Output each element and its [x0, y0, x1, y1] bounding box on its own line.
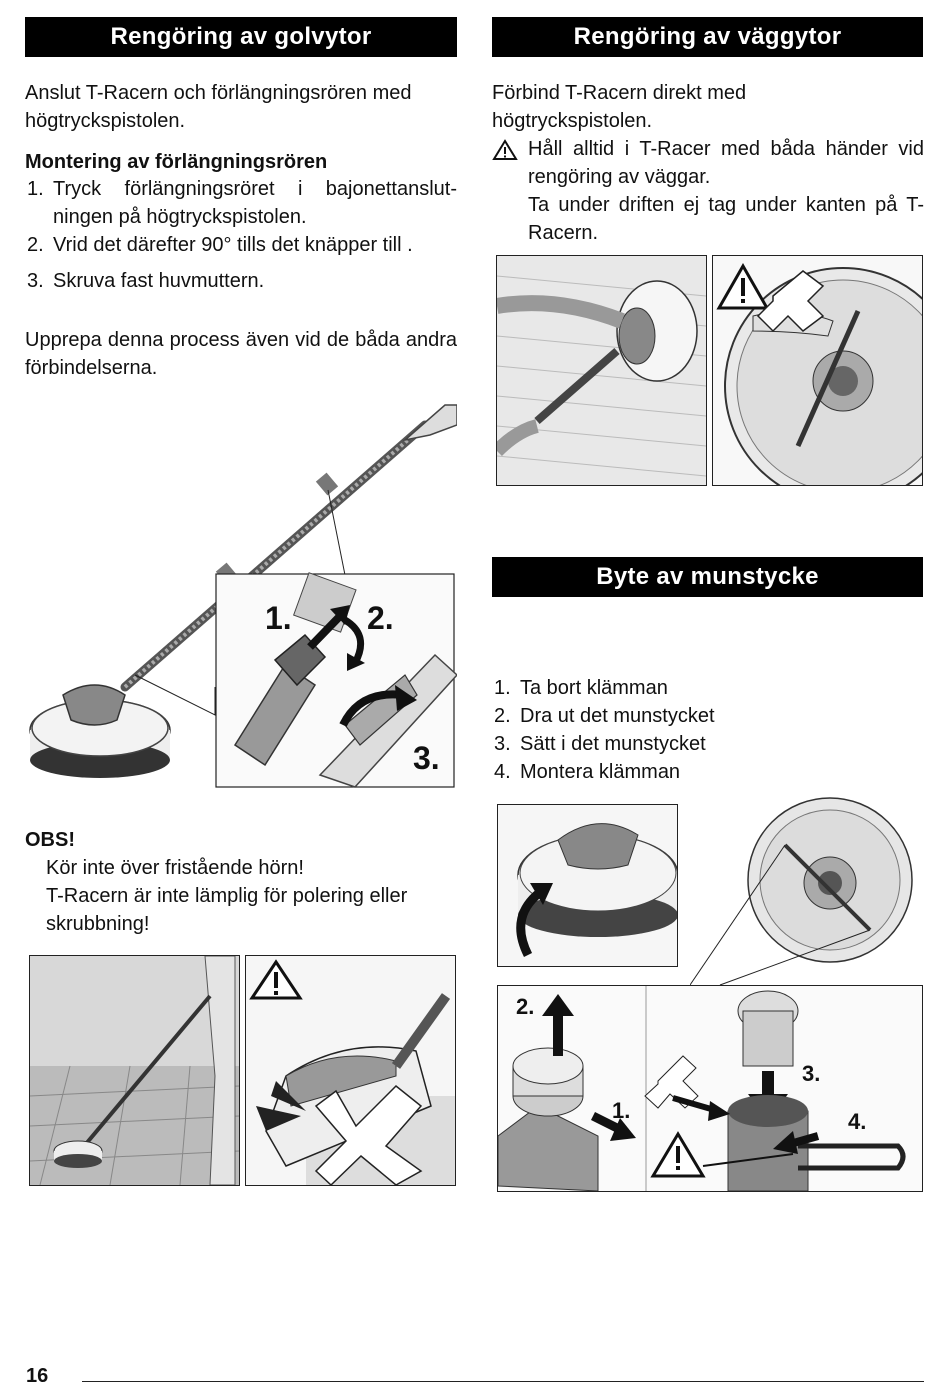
section-header-floor-cleaning: Rengöring av golvytor [25, 17, 457, 57]
list-item: 1. Tryck förlängningsröret i bajonettanslut-ningen på högtryckspistolen. [27, 178, 457, 228]
list-item: 3. Skruva fast huvmuttern. [27, 270, 265, 292]
nozzle-step-label-4: 4. [848, 1109, 867, 1134]
assembly-step-label-1: 1. [265, 600, 292, 636]
nozzle-step-label-3: 3. [802, 1061, 821, 1086]
assembly-step-label-2: 2. [367, 600, 394, 636]
nozzle-step-label-2: 2. [516, 994, 535, 1019]
nozzle-detail-illustration [497, 985, 923, 1192]
page-number: 16 [26, 1365, 49, 1387]
repeat-text: Upprepa denna process även vid de båda andra förbindelserna. [25, 329, 457, 379]
list-item: 2. Dra ut det munstycket [494, 705, 715, 727]
list-item: 2. Vrid det därefter 90° tills det knäpper till . [27, 234, 413, 256]
section-header-wall-cleaning: Rengöring av väggytor [492, 17, 923, 57]
floor-intro-text: Anslut T-Racern och förlängningsrören med högtryckspistolen. [25, 82, 412, 132]
assembly-step-label-3: 3. [413, 740, 440, 776]
footer-rule [82, 1381, 924, 1382]
section-header-nozzle-change: Byte av munstycke [492, 557, 923, 597]
wall-cleaning-illustration [496, 255, 707, 486]
wall-warning-line-2: Ta under driften ej tag under kanten på T-Racern. [528, 194, 924, 244]
list-item: 4. Montera klämman [494, 761, 681, 783]
assembly-illustration [25, 395, 457, 790]
nozzle-step-label-1: 1. [612, 1098, 631, 1123]
nozzle-steps-list [492, 674, 892, 786]
racer-flip-illustration [497, 804, 678, 967]
obs-line-2: T-Racern är inte lämplig för polering eller skrubbning! [46, 885, 408, 935]
warning-triangle-icon [492, 139, 518, 169]
racer-underside-illustration [690, 795, 924, 995]
mount-subtitle: Montering av förlängningsrören [25, 151, 328, 173]
list-item: 3. Sätt i det munstycket [494, 733, 706, 755]
corner-warning-illustration [245, 955, 456, 1186]
wall-intro-text: Förbind T-Racern direkt med högtryckspistolen. [492, 82, 747, 132]
wall-warning-block [492, 135, 924, 247]
mount-steps-list [25, 175, 457, 295]
list-item: 1. Ta bort klämman [494, 677, 668, 699]
floor-cleaning-illustration [29, 955, 240, 1186]
obs-title: OBS! [25, 829, 75, 851]
wall-warning-illustration [712, 255, 923, 486]
obs-line-1: Kör inte över fristående hörn! [46, 857, 304, 879]
wall-warning-line-1: Håll alltid i T-Racer med båda händer vid rengöring av väggar. [528, 138, 924, 188]
